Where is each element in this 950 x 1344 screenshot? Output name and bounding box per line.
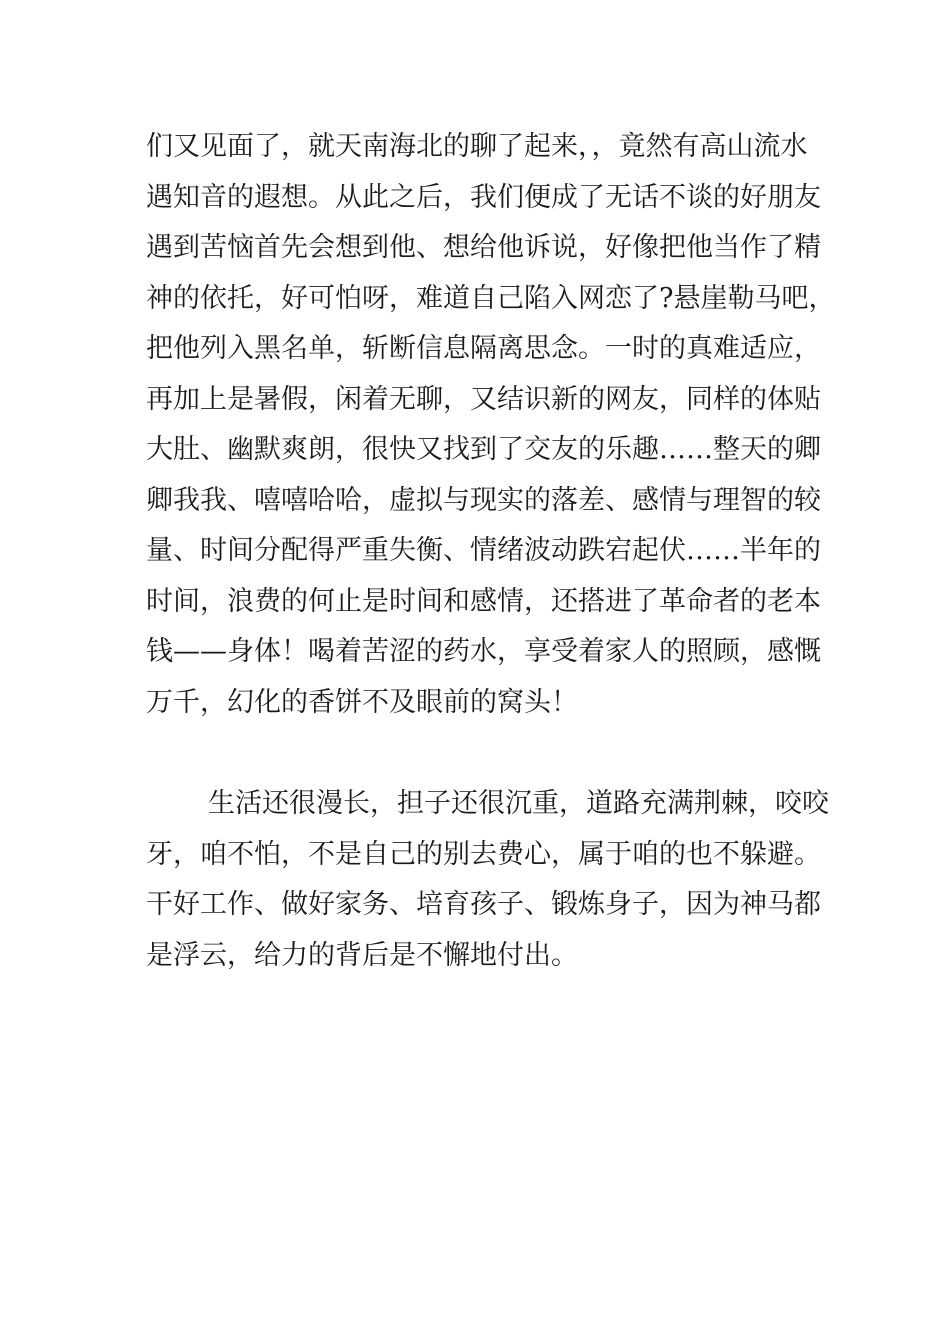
text-line: 干好工作、做好家务、培育孩子、锻炼身子，因为神马都 xyxy=(146,889,821,920)
text-line: 牙，咱不怕，不是自己的别去费心，属于咱的也不躲避。 xyxy=(146,838,821,870)
text-line: 钱——身体！喝着苦涩的药水，享受着家人的照顾，感慨 xyxy=(146,636,821,667)
text-line: 们又见面了，就天南海北的聊了起来，，竟然有高山流水 xyxy=(146,131,808,162)
text-line: 量、时间分配得严重失衡、情绪波动跌宕起伏……半年的 xyxy=(146,535,821,566)
text-line: 遇到苦恼首先会想到他、想给他诉说，好像把他当作了精 xyxy=(146,232,821,263)
text-line: 把他列入黑名单，斩断信息隔离思念。一时的真难适应， xyxy=(146,333,821,364)
document-body xyxy=(146,122,836,981)
paragraph-spacer xyxy=(146,728,816,779)
text-line: 万千，幻化的香饼不及眼前的窝头！ xyxy=(146,686,578,718)
paragraph-1 xyxy=(146,122,836,728)
text-line-indented: 生活还很漫长，担子还很沉重，道路充满荆棘，咬咬 xyxy=(208,788,829,819)
text-line: 时间，浪费的何止是时间和感情，还搭进了革命者的老本 xyxy=(146,585,821,617)
text-line: 再加上是暑假，闲着无聊，又结识新的网友，同样的体贴 xyxy=(146,383,821,415)
text-line: 神的依托，好可怕呀，难道自己陷入网恋了?悬崖勒马吧， xyxy=(146,282,836,314)
paragraph-2 xyxy=(146,779,829,981)
text-line: 遇知音的遐想。从此之后，我们便成了无话不谈的好朋友 xyxy=(146,181,821,213)
text-line: 卿我我、嘻嘻哈哈，虚拟与现实的落差、感情与理智的较 xyxy=(146,484,821,516)
text-line: 是浮云，给力的背后是不懈地付出。 xyxy=(146,939,578,971)
text-line: 大肚、幽默爽朗，很快又找到了交友的乐趣……整天的卿 xyxy=(146,434,821,465)
